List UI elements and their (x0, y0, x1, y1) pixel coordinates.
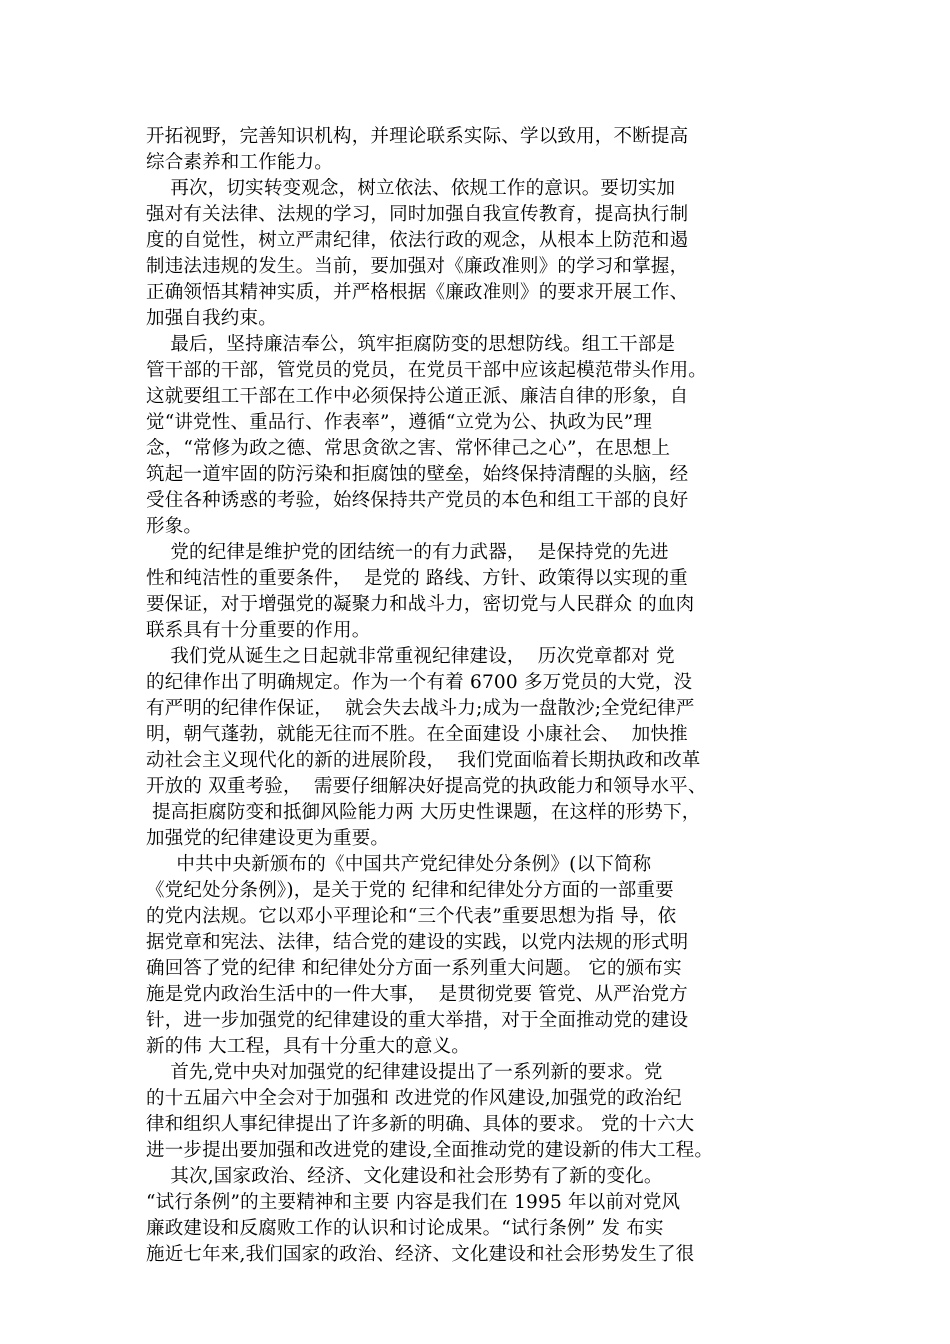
text-line: 管干部的干部，管党员的党员，在党员干部中应该起模范带头作用。 (146, 360, 708, 381)
text-line: 正确领悟其精神实质，并严格根据《廉政准则》的要求开展工作、 (146, 282, 689, 303)
text-line: 加强自我约束。 (146, 308, 277, 329)
paragraph (146, 1164, 811, 1268)
text-line: 首先,党中央对加强党的纪律建设提出了一系列新的要求。党 (146, 1062, 663, 1083)
text-line: 筑起一道牢固的防污染和拒腐蚀的壁垒，始终保持清醒的头脑，经 (146, 464, 689, 485)
text-line: 觉“讲党性、重品行、作表率”，遵循“立党为公、执政为民”理 (146, 412, 653, 433)
paragraph (146, 124, 811, 176)
text-line: 明，朝气蓬勃，就能无往而不胜。在全面建设 小康社会、 加快推 (146, 724, 688, 745)
paragraph (146, 540, 811, 644)
text-line: 新的伟 大工程，具有十分重大的意义。 (146, 1036, 470, 1057)
paragraph (146, 852, 811, 1060)
paragraph (146, 1060, 811, 1164)
text-line: 再次，切实转变观念，树立依法、依规工作的意识。要切实加 (146, 178, 676, 199)
text-line: 廉政建设和反腐败工作的认识和讨论成果。“试行条例” 发 布实 (146, 1218, 664, 1239)
text-line: 进一步提出要加强和改进党的建设,全面推动党的建设新的伟大工程。 (146, 1140, 714, 1161)
text-line: 制违法违规的发生。当前，要加强对《廉政准则》的学习和掌握， (146, 256, 689, 277)
text-line: 其次,国家政治、经济、文化建设和社会形势有了新的变化。 (146, 1166, 663, 1187)
text-line: 最后，坚持廉洁奉公，筑牢拒腐防变的思想防线。组工干部是 (146, 334, 676, 355)
text-line: 联系具有十分重要的作用。 (146, 620, 371, 641)
text-line: 针，进一步加强党的纪律建设的重大举措，对于全面推动党的建设 (146, 1010, 689, 1031)
text-line: 我们党从诞生之日起就非常重视纪律建设， 历次党章都对 党 (146, 646, 675, 667)
text-line: 形象。 (146, 516, 203, 537)
paragraph (146, 176, 811, 332)
document-page (146, 124, 811, 1268)
text-line: 确回答了党的纪律 和纪律处分方面一系列重大问题。 它的颁布实 (146, 958, 682, 979)
paragraph (146, 644, 811, 852)
text-line: 受住各种诱惑的考验，始终保持共产党员的本色和组工干部的良好 (146, 490, 689, 511)
text-line: 律和组织人事纪律提出了许多新的明确、具体的要求。 党的十六大 (146, 1114, 695, 1135)
text-line: 党的纪律是维护党的团结统一的有力武器， 是保持党的先进 (146, 542, 669, 563)
text-line: 性和纯洁性的重要条件， 是党的 路线、方针、政策得以实现的重 (146, 568, 688, 589)
text-line: 提高拒腐防变和抵御风险能力两 大历史性课题，在这样的形势下， (146, 802, 701, 823)
text-line: 强对有关法律、法规的学习，同时加强自我宣传教育，提高执行制 (146, 204, 689, 225)
text-line: 的纪律作出了明确规定。作为一个有着 6700 多万党员的大党，没 (146, 672, 693, 693)
text-line: 的党内法规。它以邓小平理论和“三个代表”重要思想为指 导，依 (146, 906, 677, 927)
text-line: 有严明的纪律作保证， 就会失去战斗力;成为一盘散沙;全党纪律严 (146, 698, 695, 719)
text-line: 度的自觉性，树立严肃纪律，依法行政的观念，从根本上防范和遏 (146, 230, 689, 251)
text-line: 开拓视野，完善知识机构，并理论联系实际、学以致用，不断提高 (146, 126, 689, 147)
text-line: 要保证，对于增强党的凝聚力和战斗力，密切党与人民群众 的血肉 (146, 594, 695, 615)
text-line: 动社会主义现代化的新的进展阶段， 我们党面临着长期执政和改革 (146, 750, 701, 771)
text-line: 据党章和宪法、法律，结合党的建设的实践，以党内法规的形式明 (146, 932, 689, 953)
text-line: 开放的 双重考验， 需要仔细解决好提高党的执政能力和领导水平、 (146, 776, 707, 797)
text-line: 念，“常修为政之德、常思贪欲之害、常怀律己之心”，在思想上 (146, 438, 671, 459)
text-line: 中共中央新颁布的《中国共产党纪律处分条例》(以下简称 (146, 854, 652, 875)
text-line: 加强党的纪律建设更为重要。 (146, 828, 390, 849)
text-line: 综合素养和工作能力。 (146, 152, 334, 173)
text-line: 的十五届六中全会对于加强和 改进党的作风建设,加强党的政治纪 (146, 1088, 682, 1109)
text-line: 施是党内政治生活中的一件大事， 是贯彻党要 管党、从严治党方 (146, 984, 688, 1005)
text-line: 施近七年来,我们国家的政治、经济、文化建设和社会形势发生了很 (146, 1244, 695, 1265)
text-line: “试行条例”的主要精神和主要 内容是我们在 1995 年以前对党风 (146, 1192, 681, 1213)
paragraph (146, 332, 811, 540)
text-line: 这就要组工干部在工作中必须保持公道正派、廉洁自律的形象，自 (146, 386, 689, 407)
text-line: 《党纪处分条例》)，是关于党的 纪律和纪律处分方面的一部重要 (146, 880, 674, 901)
